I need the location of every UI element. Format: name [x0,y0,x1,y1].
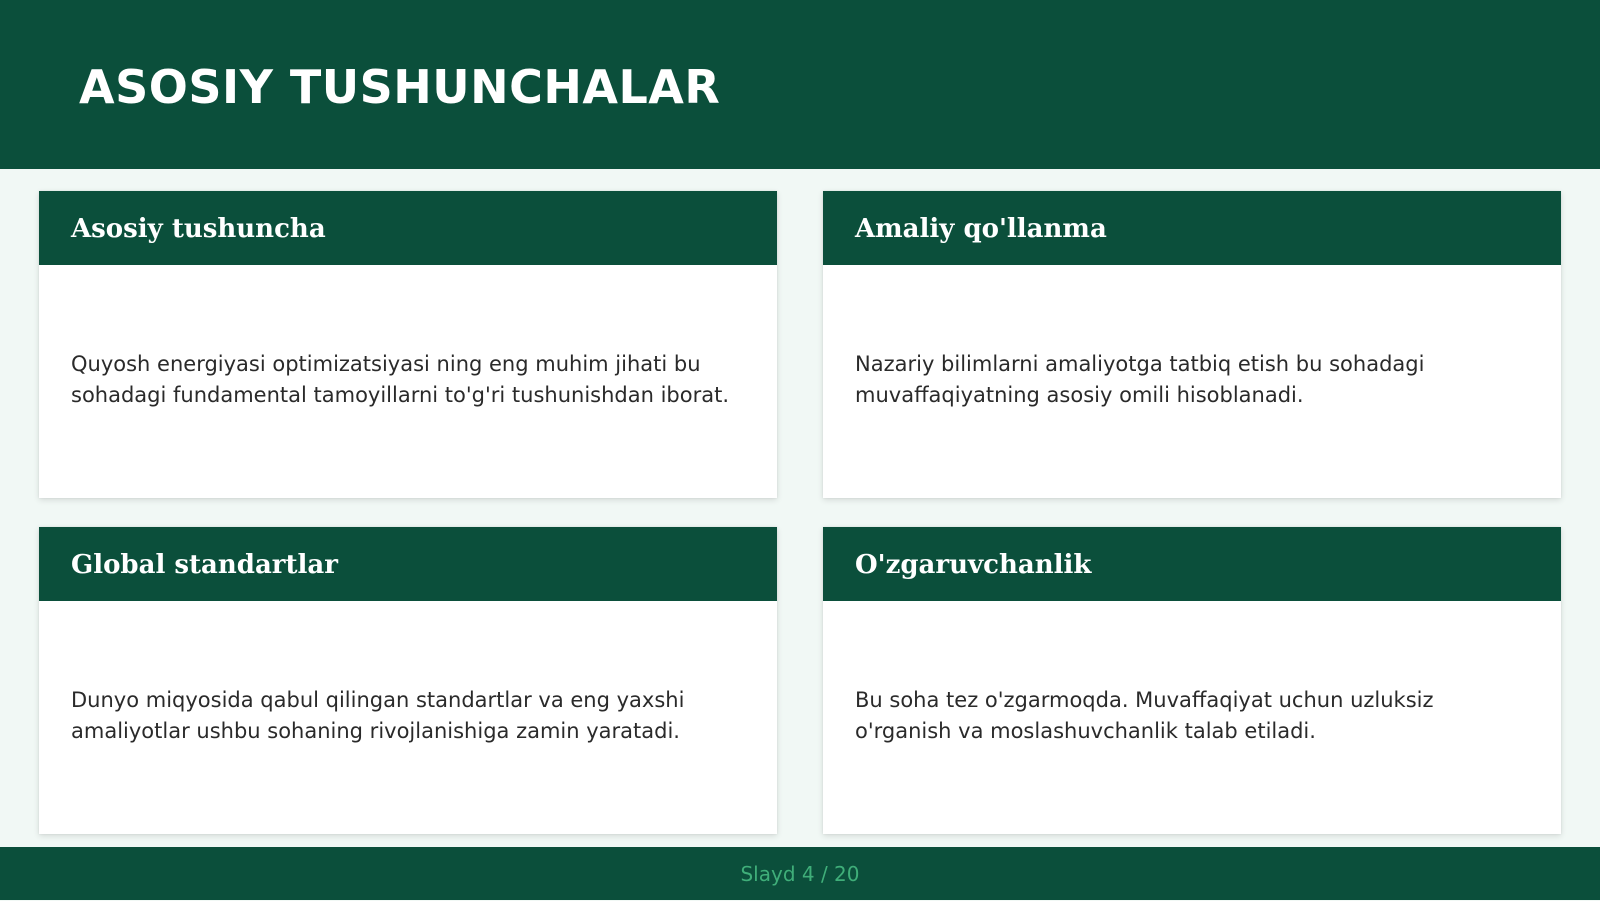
card-asosiy-tushuncha [39,191,777,498]
card-title: O'zgaruvchanlik [855,550,1092,580]
footer-bar [0,847,1600,900]
card-title: Global standartlar [71,550,338,580]
card-text: Quyosh energiyasi optimizatsiyasi ning eng muhim jihati bu sohadagi fundamental tamoyillarni to'g'ri tushunishdan iborat. [71,352,730,407]
card-amaliy-qollanma [823,191,1561,498]
header-bar [0,0,1600,169]
card-header [823,527,1561,601]
slide-number: Slayd 4 / 20 [740,862,860,886]
card-title: Asosiy tushuncha [71,214,326,244]
card-text: Bu soha tez o'zgarmoqda. Muvaffaqiyat uchun uzluksiz o'rganish va moslashuvchanlik talab etiladi. [855,688,1434,743]
card-title: Amaliy qo'llanma [855,214,1107,244]
card-text: Nazariy bilimlarni amaliyotga tatbiq etish bu sohadagi muvaffaqiyatning asosiy omili hisoblanadi. [855,352,1425,407]
card-text: Dunyo miqyosida qabul qilingan standartlar va eng yaxshi amaliyotlar ushbu sohaning rivojlanishiga zamin yaratadi. [71,688,685,743]
card-ozgaruvchanlik [823,527,1561,834]
card-global-standartlar [39,527,777,834]
card-header [39,191,777,265]
card-header [39,527,777,601]
slide-title: ASOSIY TUSHUNCHALAR [79,60,721,114]
card-header [823,191,1561,265]
